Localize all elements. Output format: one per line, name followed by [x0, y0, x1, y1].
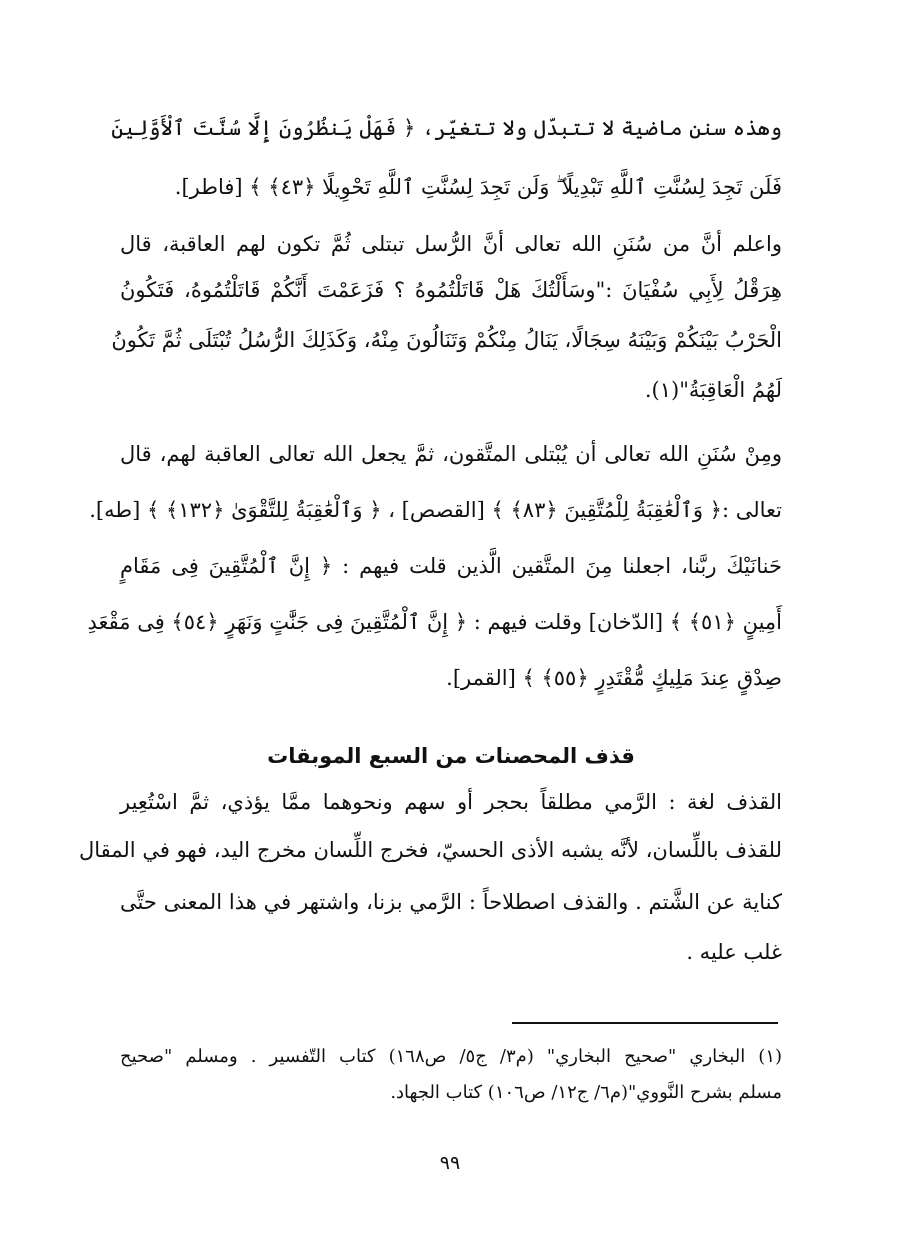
section-line: للقذف باللِّسان، لأنَّه يشبه الأذى الحسيّ، فخرج اللِّسان مخرج اليد، فهو في المقال: [78, 838, 782, 862]
body-line: ومِنْ سُنَنِ الله تعالى أن يُبْتلى المتَّقون، ثمَّ يجعل الله تعالى العاقبة لهم، قال: [120, 442, 782, 466]
section-line: غلب عليه .: [686, 940, 782, 964]
body-line: وهذه سنن ماضية لا تتبدّل ولا تتغيّر، ﴿ فَهَلْ يَنظُرُونَ إِلَّا سُنَّتَ ٱلْأَوَّلِينَ: [111, 116, 782, 140]
section-line: القذف لغة : الرَّمي مطلقاً بحجر أو سهم ونحوهما ممَّا يؤذي، ثمَّ اسْتُعِير: [120, 790, 782, 814]
page-number: ٩٩: [439, 1152, 461, 1174]
footnote-line: (١) البخاري "صحيح البخاري" (م٣/ ج٥/ ص١٦٨) كتاب التّفسير . ومسلم "صحيح: [120, 1046, 783, 1067]
body-line: لَهُمُ الْعَاقِبَةُ"(١).: [644, 378, 782, 402]
body-text-2: [87, 434, 782, 714]
body-line: الْحَرْبُ بَيْنَكُمْ وَبَيْنَهُ سِجَالًا، يَنَالُ مِنْكُمْ وَتَنَالُونَ مِنْهُ، وَكَذَلِكَ الرُّسُلُ تُبْتَلَى ثُمَّ تَكُونُ: [111, 328, 782, 352]
footnote-line: مسلم بشرح النَّووي"(م٦/ ج١٢/ ص١٠٦) كتاب الجهاد.: [390, 1082, 782, 1103]
body-line: حَنانَيْكَ ربَّنا، اجعلنا مِنَ المتَّقين الَّذين قلت فيهم : ﴿ إِنَّ ٱلْمُتَّقِينَ فِى مَقَامٍ: [120, 554, 782, 578]
section-text: [78, 782, 782, 982]
section-heading: قذف المحصنات من السبع الموبقات: [267, 744, 635, 768]
body-line: صِدْقٍ عِندَ مَلِيكٍ مُّقْتَدِرٍ ﴿٥٥﴾ ﴾ [القمر].: [446, 666, 782, 690]
body-line: فَلَن تَجِدَ لِسُنَّتِ ٱللَّهِ تَبْدِيلًا ۖ وَلَن تَجِدَ لِسُنَّتِ ٱللَّهِ تَحْوِيلًا ﴿٤٣﴾ ﴾ [فاطر].: [174, 175, 782, 199]
body-line: تعالى :﴿ وَٱلْعَٰقِبَةُ لِلْمُتَّقِينَ ﴿٨٣﴾ ﴾ [القصص] ، ﴿ وَٱلْعَٰقِبَةُ لِلتَّقْوَىٰ ﴿١٣٢﴾ ﴾ [طه].: [89, 498, 782, 522]
body-line: أَمِينٍ ﴿٥١﴾ ﴾ [الدّخان] وقلت فيهم : ﴿ إِنَّ ٱلْمُتَّقِينَ فِى جَنَّٰتٍ وَنَهَرٍ ﴿٥٤﴾ فِى مَقْعَدِ: [87, 610, 782, 634]
body-line: واعلم أنَّ من سُنَنِ الله تعالى أنَّ الرُّسل تبتلى ثُمَّ تكون لهم العاقبة، قال: [120, 232, 782, 256]
footnote-divider: [512, 1022, 778, 1024]
body-line: هِرَقْلُ لِأَبِي سُفْيَانَ :"وسَأَلْتُكَ هَلْ قَاتَلْتُمُوهُ ؟ فَزَعَمْتَ أَنَّكُمْ قَاتَلْتُمُوهُ، فَتَكُونُ: [120, 278, 782, 302]
footnotes: [120, 1040, 782, 1120]
section-line: كناية عن الشَّتم . والقذف اصطلاحاً : الرَّمي بزنا، واشتهر في هذا المعنى حتَّى: [120, 890, 782, 914]
